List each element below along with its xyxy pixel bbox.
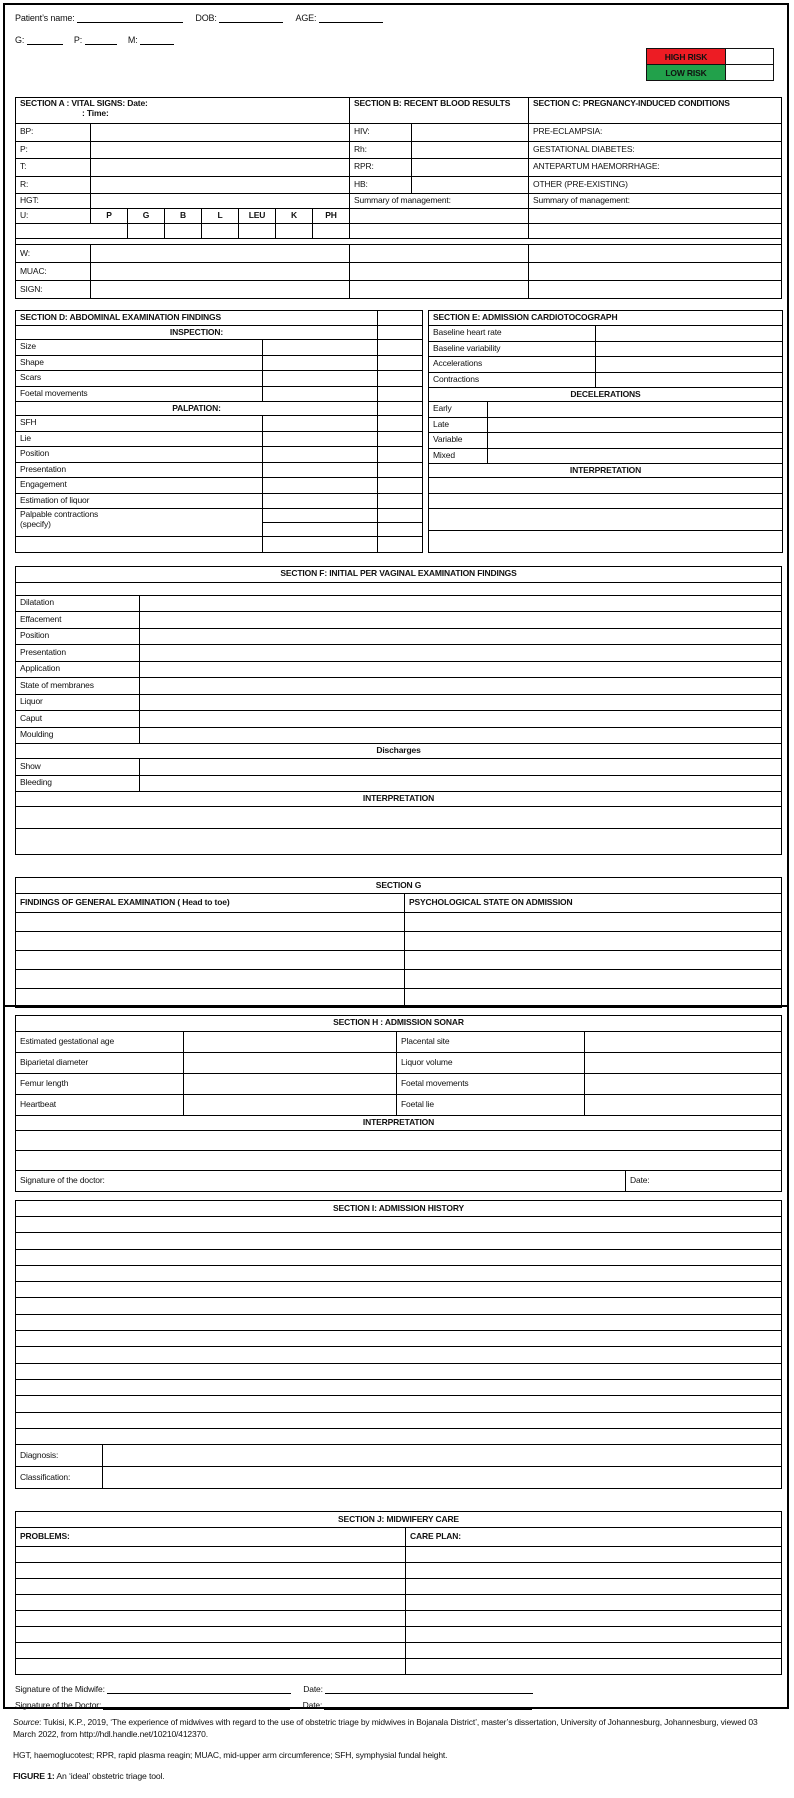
field-label-sign: SIGN: bbox=[16, 281, 91, 299]
field-label-variable: Variable bbox=[429, 433, 488, 449]
blank-cell bbox=[378, 537, 423, 553]
field-label-state-of-membranes: State of membranes bbox=[16, 678, 140, 695]
blank-cell bbox=[405, 913, 782, 932]
blank-cell bbox=[596, 341, 783, 357]
blank-cell bbox=[585, 1031, 782, 1052]
field-label-placental-site: Placental site bbox=[397, 1031, 585, 1052]
blank-cell bbox=[529, 281, 782, 299]
blank-cell bbox=[16, 1627, 406, 1643]
blank-cell bbox=[16, 1595, 406, 1611]
blank-cell bbox=[263, 431, 378, 447]
blank-cell bbox=[16, 1249, 782, 1265]
blank-cell bbox=[596, 326, 783, 342]
blank-cell bbox=[16, 1379, 782, 1395]
blank-cell bbox=[350, 281, 529, 299]
field-label-late: Late bbox=[429, 417, 488, 433]
urine-col-leu: LEU bbox=[239, 209, 276, 224]
blank-cell bbox=[16, 1265, 782, 1281]
blank-cell bbox=[405, 932, 782, 951]
doctor-date-blank-line bbox=[324, 1699, 532, 1710]
urine-col-k: K bbox=[276, 209, 313, 224]
section-i-table bbox=[15, 1200, 782, 1489]
source-line bbox=[13, 1717, 781, 1740]
age-label: AGE: bbox=[295, 13, 317, 23]
blank-cell bbox=[378, 416, 423, 432]
blank-cell bbox=[16, 1563, 406, 1579]
blank-cell bbox=[529, 209, 782, 224]
urine-col-b: B bbox=[165, 209, 202, 224]
doctor-signature-blank-line bbox=[103, 1699, 290, 1710]
field-label-temp: T: bbox=[16, 159, 91, 177]
section-h-table bbox=[15, 1015, 782, 1192]
blank-cell bbox=[350, 209, 529, 224]
midwife-signature-blank-line bbox=[107, 1683, 291, 1694]
blank-cell bbox=[412, 141, 529, 159]
doctor-signature-date-label: Date: bbox=[626, 1171, 782, 1192]
blank-cell bbox=[140, 661, 782, 678]
blank-cell bbox=[140, 711, 782, 728]
field-label-presentation-f: Presentation bbox=[16, 645, 140, 662]
field-label-early: Early bbox=[429, 402, 488, 418]
field-label-heartbeat: Heartbeat bbox=[16, 1094, 184, 1115]
blank-cell bbox=[263, 462, 378, 478]
field-label-contractions: Contractions bbox=[429, 372, 596, 388]
field-label-hgt: HGT: bbox=[16, 194, 91, 209]
section-f-interpretation-header: INTERPRETATION bbox=[16, 792, 782, 807]
field-label-foetal-movements: Foetal movements bbox=[16, 386, 263, 402]
midwife-date-label: Date: bbox=[303, 1684, 323, 1695]
blank-cell bbox=[313, 224, 350, 239]
blank-cell bbox=[488, 402, 783, 418]
problems-header: PROBLEMS: bbox=[16, 1528, 406, 1547]
miscarriage-blank-line bbox=[140, 34, 174, 45]
field-label-hb: HB: bbox=[350, 176, 412, 194]
high-risk-cell: HIGH RISK bbox=[647, 49, 726, 65]
general-examination-header: FINDINGS OF GENERAL EXAMINATION ( Head to toe) bbox=[16, 894, 405, 913]
field-label-caput: Caput bbox=[16, 711, 140, 728]
blank-cell bbox=[16, 1282, 782, 1298]
blank-cell bbox=[140, 694, 782, 711]
field-label-liquor: Liquor bbox=[16, 694, 140, 711]
blank-cell bbox=[412, 176, 529, 194]
blank-cell bbox=[596, 357, 783, 373]
section-abc-table bbox=[15, 97, 782, 299]
field-label-position-f: Position bbox=[16, 628, 140, 645]
field-label-palpable-contractions: Palpable contractions (specify) bbox=[16, 509, 263, 537]
form-upper-region bbox=[5, 5, 787, 1005]
blank-cell bbox=[406, 1563, 782, 1579]
source-prefix: Source bbox=[13, 1717, 40, 1727]
field-label-diagnosis: Diagnosis: bbox=[16, 1445, 103, 1467]
field-label-baseline-variability: Baseline variability bbox=[429, 341, 596, 357]
urine-col-p: P bbox=[91, 209, 128, 224]
blank-cell bbox=[263, 371, 378, 387]
urine-col-l: L bbox=[202, 209, 239, 224]
section-j-table bbox=[15, 1511, 782, 1675]
blank-cell bbox=[263, 523, 378, 537]
blank-cell bbox=[16, 1331, 782, 1347]
field-label-preeclampsia: PRE-ECLAMPSIA: bbox=[529, 124, 782, 142]
blank-cell bbox=[263, 493, 378, 509]
blank-cell bbox=[103, 1467, 782, 1489]
blank-cell bbox=[91, 194, 350, 209]
blank-cell bbox=[16, 1428, 782, 1444]
field-label-biparietal-diameter: Biparietal diameter bbox=[16, 1052, 184, 1073]
blank-cell bbox=[429, 478, 783, 494]
blank-cell bbox=[16, 1547, 406, 1563]
blank-cell bbox=[140, 595, 782, 612]
blank-cell bbox=[378, 431, 423, 447]
blank-cell bbox=[585, 1073, 782, 1094]
blank-cell bbox=[140, 775, 782, 792]
section-g-table bbox=[15, 877, 782, 1008]
blank-cell bbox=[16, 1396, 782, 1412]
field-label-scars: Scars bbox=[16, 371, 263, 387]
patient-header-line2 bbox=[15, 34, 787, 47]
blank-cell bbox=[596, 372, 783, 388]
dob-label: DOB: bbox=[195, 13, 217, 23]
blank-cell bbox=[128, 224, 165, 239]
blank-cell bbox=[378, 340, 423, 356]
field-label-moulding: Moulding bbox=[16, 727, 140, 744]
field-label-show: Show bbox=[16, 759, 140, 776]
blank-cell bbox=[406, 1643, 782, 1659]
field-label-dilatation: Dilatation bbox=[16, 595, 140, 612]
blank-cell bbox=[91, 263, 350, 281]
field-label-hiv: HIV: bbox=[350, 124, 412, 142]
midwife-signature-label: Signature of the Midwife: bbox=[15, 1684, 105, 1695]
blank-cell bbox=[239, 224, 276, 239]
patient-name-blank-line bbox=[77, 12, 183, 23]
signature-block bbox=[15, 1683, 787, 1715]
field-label-urine: U: bbox=[16, 209, 91, 224]
blank-cell bbox=[16, 1217, 782, 1233]
para-blank-line bbox=[85, 34, 117, 45]
field-label-gestational-diabetes: GESTATIONAL DIABETES: bbox=[529, 141, 782, 159]
doctor-signature-row bbox=[15, 1699, 787, 1715]
blank-cell bbox=[184, 1073, 397, 1094]
blank-cell bbox=[91, 141, 350, 159]
blank-cell bbox=[140, 678, 782, 695]
field-label-effacement: Effacement bbox=[16, 612, 140, 629]
patient-name-label: Patient’s name: bbox=[15, 13, 75, 23]
summary-management-c: Summary of management: bbox=[529, 194, 782, 209]
blank-cell bbox=[16, 1659, 406, 1675]
inspection-header: INSPECTION: bbox=[16, 326, 378, 340]
blank-cell bbox=[276, 224, 313, 239]
blank-cell bbox=[429, 509, 783, 531]
section-d-table bbox=[15, 310, 423, 553]
blank-cell bbox=[378, 523, 423, 537]
field-label-foetal-lie: Foetal lie bbox=[397, 1094, 585, 1115]
blank-cell bbox=[378, 311, 423, 326]
field-label-estimated-gestational-age: Estimated gestational age bbox=[16, 1031, 184, 1052]
blank-cell bbox=[140, 628, 782, 645]
blank-cell bbox=[263, 355, 378, 371]
blank-cell bbox=[16, 1131, 782, 1151]
blank-cell bbox=[406, 1547, 782, 1563]
blank-cell bbox=[350, 245, 529, 263]
blank-cell bbox=[16, 829, 782, 855]
blank-cell bbox=[263, 447, 378, 463]
blank-cell bbox=[405, 951, 782, 970]
blank-cell bbox=[202, 224, 239, 239]
field-label-resp: R: bbox=[16, 176, 91, 194]
blank-cell bbox=[406, 1627, 782, 1643]
blank-cell bbox=[16, 1298, 782, 1314]
field-label-antepartum-haemorrhage: ANTEPARTUM HAEMORRHAGE: bbox=[529, 159, 782, 177]
field-label-rpr: RPR: bbox=[350, 159, 412, 177]
blank-cell bbox=[263, 478, 378, 494]
blank-cell bbox=[263, 386, 378, 402]
blank-cell bbox=[184, 1052, 397, 1073]
dob-blank-line bbox=[219, 12, 283, 23]
blank-cell bbox=[91, 124, 350, 142]
blank-cell bbox=[585, 1052, 782, 1073]
section-f-table bbox=[15, 566, 782, 856]
blank-cell bbox=[406, 1611, 782, 1627]
field-label-lie: Lie bbox=[16, 431, 263, 447]
field-label-muac: MUAC: bbox=[16, 263, 91, 281]
blank-cell bbox=[429, 531, 783, 553]
section-j-header: SECTION J: MIDWIFERY CARE bbox=[16, 1512, 782, 1528]
low-risk-blank-cell bbox=[726, 65, 774, 81]
blank-cell bbox=[350, 224, 529, 239]
blank-cell bbox=[378, 478, 423, 494]
blank-cell bbox=[184, 1031, 397, 1052]
midwife-signature-row bbox=[15, 1683, 787, 1699]
field-label-weight: W: bbox=[16, 245, 91, 263]
palpation-header: PALPATION: bbox=[16, 402, 378, 416]
section-a-title-line2: : Time: bbox=[82, 107, 109, 118]
blank-cell bbox=[405, 970, 782, 989]
blank-cell bbox=[378, 386, 423, 402]
doctor-date-label2: Date: bbox=[302, 1700, 323, 1711]
field-label-baseline-heart-rate: Baseline heart rate bbox=[429, 326, 596, 342]
abbreviations-line: HGT, haemoglucotest; RPR, rapid plasma reagin; MUAC, mid-upper arm circumference; SFH, symphysial fundal height. bbox=[13, 1750, 448, 1760]
urine-col-ph: PH bbox=[313, 209, 350, 224]
blank-cell bbox=[378, 402, 423, 416]
field-label-foetal-movements-h: Foetal movements bbox=[397, 1073, 585, 1094]
para-label: P: bbox=[73, 35, 83, 45]
section-d-e-row bbox=[15, 310, 787, 553]
patient-header-line1 bbox=[15, 12, 787, 25]
blank-cell bbox=[378, 371, 423, 387]
urine-col-g: G bbox=[128, 209, 165, 224]
risk-classification-table bbox=[646, 48, 774, 81]
blank-cell bbox=[488, 448, 783, 464]
blank-cell bbox=[140, 727, 782, 744]
blank-cell bbox=[16, 970, 405, 989]
blank-cell bbox=[429, 493, 783, 509]
blank-cell bbox=[16, 951, 405, 970]
figure-caption-text: An ‘ideal’ obstetric triage tool. bbox=[56, 1770, 165, 1781]
section-e-interpretation-header: INTERPRETATION bbox=[429, 464, 783, 478]
section-b-header: SECTION B: RECENT BLOOD RESULTS bbox=[350, 98, 529, 124]
blank-cell bbox=[16, 537, 263, 553]
section-e-header: SECTION E: ADMISSION CARDIOTOCOGRAPH bbox=[429, 311, 783, 326]
field-label-application: Application bbox=[16, 661, 140, 678]
blank-cell bbox=[184, 1094, 397, 1115]
discharges-header: Discharges bbox=[16, 744, 782, 759]
field-label-other-preexisting: OTHER (PRE-EXISTING) bbox=[529, 176, 782, 194]
high-risk-blank-cell bbox=[726, 49, 774, 65]
care-plan-header: CARE PLAN: bbox=[406, 1528, 782, 1547]
blank-cell bbox=[16, 913, 405, 932]
section-g-header: SECTION G bbox=[16, 878, 782, 894]
blank-cell bbox=[91, 281, 350, 299]
summary-management-b: Summary of management: bbox=[350, 194, 529, 209]
section-d-header: SECTION D: ABDOMINAL EXAMINATION FINDINGS bbox=[16, 311, 378, 326]
field-label-sfh: SFH bbox=[16, 416, 263, 432]
miscarriage-label: M: bbox=[127, 35, 138, 45]
blank-cell bbox=[103, 1445, 782, 1467]
blank-cell bbox=[488, 417, 783, 433]
blank-cell bbox=[16, 1412, 782, 1428]
age-blank-line bbox=[319, 12, 383, 23]
field-label-classification: Classification: bbox=[16, 1467, 103, 1489]
form-lower-region bbox=[5, 1005, 787, 1715]
blank-cell bbox=[16, 1363, 782, 1379]
section-h-interpretation-header: INTERPRETATION bbox=[16, 1115, 782, 1131]
blank-cell bbox=[378, 493, 423, 509]
blank-cell bbox=[406, 1659, 782, 1675]
blank-cell bbox=[412, 124, 529, 142]
field-label-femur-length: Femur length bbox=[16, 1073, 184, 1094]
blank-cell bbox=[529, 245, 782, 263]
blank-cell bbox=[16, 224, 128, 239]
blank-cell bbox=[263, 537, 378, 553]
blank-cell bbox=[378, 462, 423, 478]
blank-cell bbox=[412, 159, 529, 177]
field-label-rh: Rh: bbox=[350, 141, 412, 159]
section-f-header: SECTION F: INITIAL PER VAGINAL EXAMINATION FINDINGS bbox=[16, 566, 782, 582]
blank-cell bbox=[16, 807, 782, 829]
blank-cell bbox=[16, 932, 405, 951]
blank-cell bbox=[16, 1579, 406, 1595]
blank-cell bbox=[529, 263, 782, 281]
field-label-bleeding: Bleeding bbox=[16, 775, 140, 792]
field-label-engagement: Engagement bbox=[16, 478, 263, 494]
field-label-liquor-volume: Liquor volume bbox=[397, 1052, 585, 1073]
blank-cell bbox=[91, 245, 350, 263]
blank-cell bbox=[488, 433, 783, 449]
gravida-label: G: bbox=[15, 35, 25, 45]
section-h-header: SECTION H : ADMISSION SONAR bbox=[16, 1016, 782, 1032]
blank-cell bbox=[350, 263, 529, 281]
field-label-mixed: Mixed bbox=[429, 448, 488, 464]
field-label-size: Size bbox=[16, 340, 263, 356]
section-c-header: SECTION C: PREGNANCY-INDUCED CONDITIONS bbox=[529, 98, 782, 124]
psychological-state-header: PSYCHOLOGICAL STATE ON ADMISSION bbox=[405, 894, 782, 913]
blank-cell bbox=[165, 224, 202, 239]
doctor-signature-label: Signature of the doctor: bbox=[16, 1171, 626, 1192]
blank-cell bbox=[263, 509, 378, 523]
blank-cell bbox=[16, 1233, 782, 1249]
blank-cell bbox=[378, 355, 423, 371]
figure-footer bbox=[13, 1717, 781, 1782]
section-a-title-line1: SECTION A : VITAL SIGNS: Date: bbox=[20, 98, 148, 108]
blank-cell bbox=[16, 582, 782, 595]
blank-cell bbox=[16, 1643, 406, 1659]
blank-cell bbox=[263, 340, 378, 356]
blank-cell bbox=[140, 759, 782, 776]
figure-label: FIGURE 1: bbox=[13, 1770, 55, 1781]
figure-caption-line bbox=[13, 1771, 781, 1783]
blank-cell bbox=[16, 1314, 782, 1330]
field-label-position: Position bbox=[16, 447, 263, 463]
blank-cell bbox=[406, 1595, 782, 1611]
section-i-header: SECTION I: ADMISSION HISTORY bbox=[16, 1201, 782, 1217]
field-label-accelerations: Accelerations bbox=[429, 357, 596, 373]
blank-cell bbox=[140, 645, 782, 662]
blank-cell bbox=[378, 447, 423, 463]
blank-cell bbox=[91, 176, 350, 194]
blank-cell bbox=[16, 1347, 782, 1363]
blank-cell bbox=[91, 159, 350, 177]
field-label-pulse: P: bbox=[16, 141, 91, 159]
blank-cell bbox=[16, 1151, 782, 1171]
source-text: : Tukisi, K.P., 2019, ‘The experience of midwives with regard to the use of obstetric triage by midwives in Bojanala District’, master’s dissertation, University of Johannesburg, Johannesburg, viewed 03 March 2022, from http://hdl.handle.net/10210/412370. bbox=[13, 1717, 758, 1739]
blank-cell bbox=[140, 612, 782, 629]
decelerations-header: DECELERATIONS bbox=[429, 388, 783, 402]
field-label-estimation-liquor: Estimation of liquor bbox=[16, 493, 263, 509]
blank-cell bbox=[16, 1611, 406, 1627]
midwife-date-blank-line bbox=[325, 1683, 533, 1694]
blank-cell bbox=[585, 1094, 782, 1115]
field-label-presentation: Presentation bbox=[16, 462, 263, 478]
blank-cell bbox=[406, 1579, 782, 1595]
low-risk-cell: LOW RISK bbox=[647, 65, 726, 81]
blank-cell bbox=[529, 224, 782, 239]
form-frame bbox=[3, 3, 789, 1709]
field-label-bp: BP: bbox=[16, 124, 91, 142]
section-a-header bbox=[16, 98, 350, 124]
blank-cell bbox=[378, 326, 423, 340]
doctor-signature-label2: Signature of the Doctor: bbox=[15, 1700, 102, 1711]
blank-cell bbox=[378, 509, 423, 523]
blank-cell bbox=[263, 416, 378, 432]
section-e-table bbox=[428, 310, 783, 553]
field-label-shape: Shape bbox=[16, 355, 263, 371]
gravida-blank-line bbox=[27, 34, 63, 45]
